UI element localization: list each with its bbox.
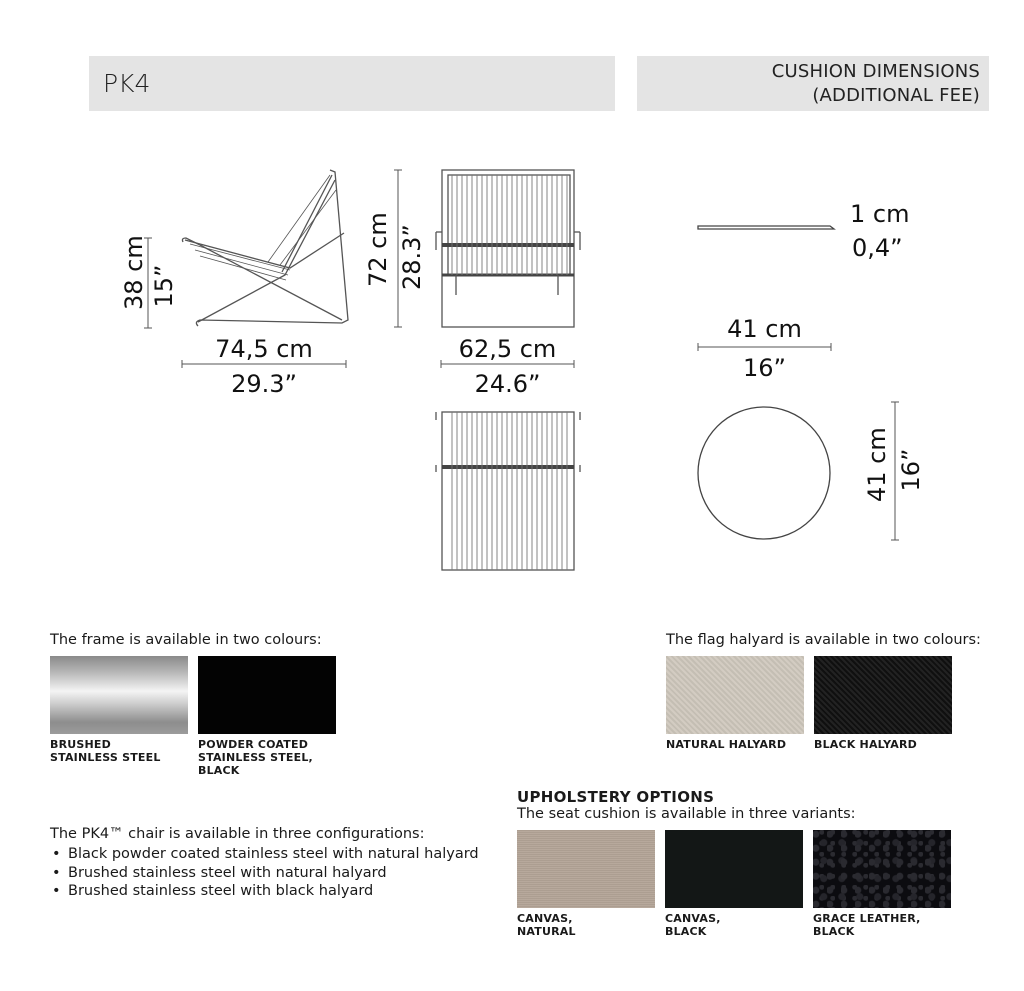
caption-line: POWDER COATED	[198, 738, 309, 751]
caption-powder-coated	[198, 738, 313, 777]
caption-line: BLACK	[813, 925, 855, 938]
caption-brushed-steel	[50, 738, 161, 764]
side-view-drawing	[182, 170, 348, 326]
caption-line: NATURAL	[517, 925, 576, 938]
frame-label: The frame is available in two colours:	[50, 632, 322, 648]
front-height-cm: 72 cm	[364, 212, 392, 287]
front-width-in: 24.6”	[474, 370, 541, 398]
caption-line: CANVAS,	[665, 912, 721, 925]
swatch-natural-halyard	[666, 656, 804, 734]
swatch-canvas-black	[665, 830, 803, 908]
caption-grace-leather	[813, 912, 921, 938]
caption-line: STAINLESS STEEL,	[198, 751, 313, 764]
front-view-drawing	[436, 170, 580, 327]
upholstery-title: UPHOLSTERY OPTIONS	[517, 788, 715, 806]
caption-black-halyard: BLACK HALYARD	[814, 738, 917, 751]
swatch-black-halyard	[814, 656, 952, 734]
page-title: PK4	[103, 69, 151, 98]
configurations-list	[50, 845, 479, 901]
caption-line: STAINLESS STEEL	[50, 751, 161, 764]
side-depth-cm: 74,5 cm	[215, 335, 313, 363]
front-width-cm: 62,5 cm	[458, 335, 557, 363]
caption-line: BLACK	[665, 925, 707, 938]
caption-line: BLACK	[198, 764, 240, 777]
halyard-label: The flag halyard is available in two colours:	[666, 632, 981, 648]
cushion-thickness-in: 0,4”	[852, 234, 903, 262]
top-view-slats	[452, 412, 567, 570]
list-item: • Black powder coated stainless steel with natural halyard	[50, 845, 479, 864]
caption-canvas-natural	[517, 912, 576, 938]
swatch-brushed-steel	[50, 656, 188, 734]
cushion-width-in: 16”	[743, 354, 786, 382]
swatch-powder-coated-black	[198, 656, 336, 734]
caption-canvas-black	[665, 912, 721, 938]
front-height-in: 28.3”	[398, 224, 426, 290]
cushion-header-line1: CUSHION DIMENSIONS	[771, 61, 980, 82]
cushion-thickness-cm: 1 cm	[850, 200, 910, 228]
caption-natural-halyard: NATURAL HALYARD	[666, 738, 787, 751]
cushion-drawing	[698, 226, 834, 539]
side-depth-in: 29.3”	[231, 370, 297, 398]
swatch-canvas-natural	[517, 830, 655, 908]
list-item: • Brushed stainless steel with black halyard	[50, 882, 479, 901]
side-height-in: 15”	[150, 264, 178, 308]
caption-line: CANVAS,	[517, 912, 573, 925]
side-height-cm: 38 cm	[120, 235, 148, 310]
cushion-diameter-cm: 41 cm	[863, 427, 891, 502]
configurations-label: The PK4™ chair is available in three configurations:	[50, 826, 425, 842]
cushion-header-line2: (ADDITIONAL FEE)	[812, 85, 980, 106]
upholstery-label: The seat cushion is available in three variants:	[517, 806, 856, 822]
swatch-grace-leather-black	[813, 830, 951, 908]
cushion-width-cm: 41 cm	[727, 315, 802, 343]
cushion-diameter-in: 16”	[897, 448, 925, 492]
list-item: • Brushed stainless steel with natural halyard	[50, 864, 479, 883]
front-view-slats	[452, 175, 567, 275]
caption-line: BRUSHED	[50, 738, 111, 751]
caption-line: GRACE LEATHER,	[813, 912, 921, 925]
top-view-drawing	[436, 412, 580, 570]
